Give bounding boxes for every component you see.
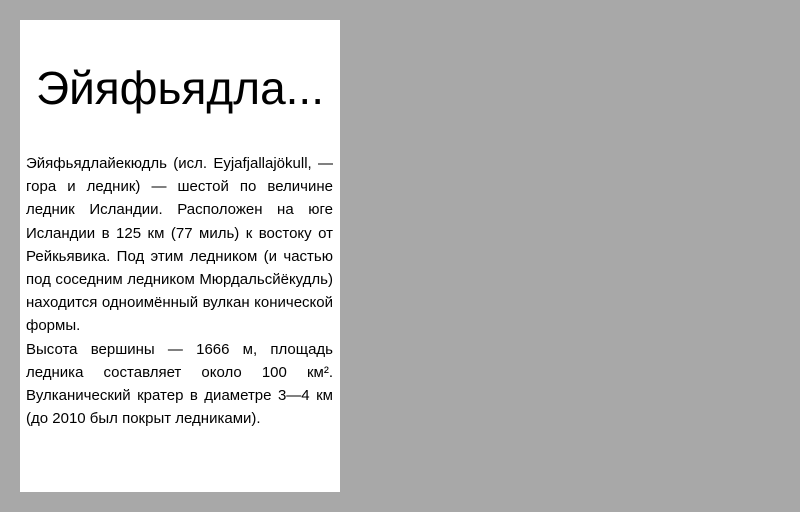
article-body xyxy=(26,152,333,430)
article-paragraph-1: Эйяфьядлайекюдль (исл. Eyjafjallajökull, — гора и ледник) — шестой по величине ледник Исландии. Расположен на юге Исландии в 125 км (77 миль) к востоку от Рейкьявика. Под этим ледником (и частью под соседним ледником Мюрдальсйёкудль) находится одноимённый вулкан конической формы. xyxy=(26,155,333,335)
article-paragraph-2: Высота вершины — 1666 м, площадь ледника составляет около 100 км². Вулканический кратер в диаметре 3—4 км (до 2010 был покрыт ледниками). xyxy=(26,340,333,428)
document-page xyxy=(20,20,340,492)
page-title: Эйяфьядла... xyxy=(36,62,324,114)
